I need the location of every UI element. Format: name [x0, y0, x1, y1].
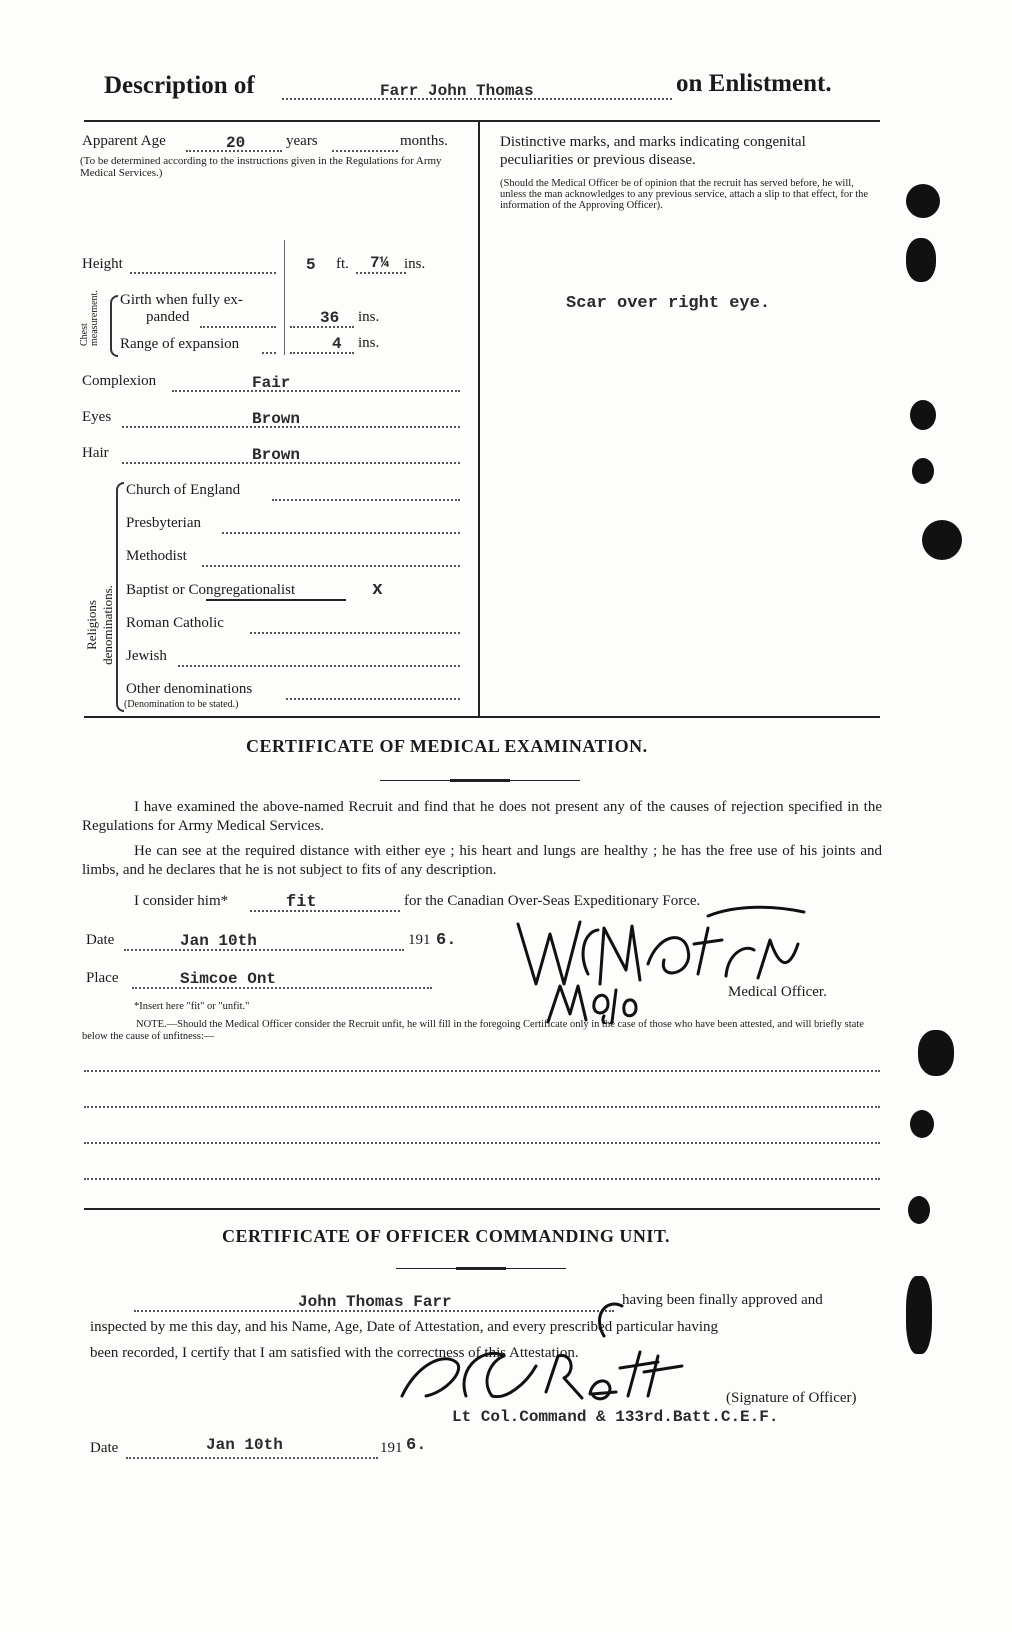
binder-hole [906, 184, 940, 218]
years-label: years [286, 133, 318, 149]
complexion-value: Fair [252, 374, 291, 392]
girth-label-2: panded [146, 309, 190, 325]
unfitness-line-3 [84, 1142, 880, 1144]
height-label: Height [82, 256, 123, 272]
religion-mark: x [372, 580, 383, 600]
commanding-year-label: 191 [380, 1440, 403, 1456]
medical-officer-label: Medical Officer. [728, 984, 827, 1000]
religion-dots-1 [222, 532, 460, 534]
medical-date-dots [124, 949, 404, 951]
months-dots [332, 150, 398, 152]
congregationalist-underline [206, 599, 346, 601]
medical-place-dots [132, 987, 432, 989]
medical-heading-rule-center [450, 779, 510, 782]
height-ins-dots [356, 272, 406, 274]
commanding-name-value: John Thomas Farr [298, 1293, 452, 1311]
consider-label: I consider him* [134, 893, 229, 909]
religion-roman-catholic: Roman Catholic [126, 615, 224, 631]
fit-dots [250, 910, 400, 912]
religion-dots-2 [202, 565, 460, 567]
complexion-label: Complexion [82, 373, 157, 389]
religion-methodist: Methodist [126, 548, 187, 564]
religion-dots-5 [178, 665, 460, 667]
eyes-value: Brown [252, 410, 301, 428]
girth-dots-left [200, 326, 276, 328]
girth-unit: ins. [358, 309, 380, 325]
commanding-date-dots [126, 1457, 378, 1459]
girth-label-1: Girth when fully ex- [120, 292, 243, 308]
medical-heading: CERTIFICATE OF MEDICAL EXAMINATION. [246, 736, 648, 756]
hair-label: Hair [82, 445, 109, 461]
commanding-date-label: Date [90, 1440, 119, 1456]
commanding-heading-rule-center [456, 1267, 506, 1270]
medical-officer-signature [508, 904, 808, 1024]
medical-officer-rank [1, 1, 2, 2]
measure-divider [284, 240, 285, 355]
medical-place-label: Place [86, 970, 119, 986]
height-ft-value: 5 [306, 256, 316, 274]
religion-jewish: Jewish [126, 648, 167, 664]
eyes-label: Eyes [82, 409, 112, 425]
medical-date-label: Date [86, 932, 115, 948]
range-dots [290, 352, 354, 354]
binder-hole [906, 1276, 932, 1354]
age-note: (To be determined according to the instructions given in the Regulations for Army Medical Services.) [80, 155, 442, 179]
medical-place-value: Simcoe Ont [180, 970, 277, 988]
form-title-right: on Enlistment. [676, 70, 832, 97]
commanding-text-a: having been finally approved and [622, 1292, 823, 1308]
girth-value: 36 [320, 309, 340, 327]
age-years-value: 20 [226, 134, 246, 152]
medical-date-value: Jan 10th [180, 932, 257, 950]
religions-label: Religions denominations. [84, 585, 115, 665]
ft-label: ft. [336, 256, 349, 272]
apparent-age-label: Apparent Age [82, 133, 166, 149]
range-unit: ins. [358, 335, 380, 351]
binder-hole [910, 1110, 934, 1138]
religion-dots-4 [250, 632, 460, 634]
marks-value: Scar over right eye. [566, 294, 771, 313]
commanding-text-b: inspected by me this day, and his Name, Age, Date of Attestation, and every prescribed particular having [90, 1319, 719, 1335]
medical-para-2: He can see at the required distance with either eye ; his heart and lungs are healthy ; he has the free use of his joints and limbs, and he declares that he is not subject to fits of any description. [82, 843, 882, 878]
range-dots-left [262, 352, 276, 354]
fit-value: fit [286, 893, 317, 912]
ins-label: ins. [404, 256, 426, 272]
chest-brace [110, 295, 118, 357]
commanding-text-c: been recorded, I certify that I am satisfied with the correctness of this Attestation. [90, 1345, 579, 1361]
unfitness-line-4 [84, 1178, 880, 1180]
religion-dots-0 [272, 499, 460, 501]
force-label: for the Canadian Over-Seas Expeditionary Force. [404, 893, 701, 909]
binder-hole [906, 238, 936, 282]
medical-year-value: 6. [436, 931, 457, 950]
binder-hole [922, 520, 962, 560]
height-ins-value: 7¼ [370, 254, 390, 272]
marks-note: (Should the Medical Officer be of opinion that the recruit has served before, he will, unless the man acknowledges to any previous service, attach a slip to that effect, for the information of the Approving Officer). [500, 178, 869, 211]
medical-bottom-rule [84, 1208, 880, 1210]
insert-note: *Insert here "fit" or "unfit." [134, 1001, 250, 1012]
binder-hole [908, 1196, 930, 1224]
religion-church-of-england: Church of England [126, 482, 241, 498]
commanding-year-value: 6. [406, 1436, 427, 1455]
range-label: Range of expansion [120, 336, 240, 352]
chest-measurement-label: Chest measurement. [79, 290, 100, 346]
denomination-note: (Denomination to be stated.) [124, 699, 239, 710]
section-bottom-rule [84, 716, 880, 718]
form-title-left: Description of [104, 72, 255, 99]
height-dots [130, 272, 276, 274]
command-value: Lt Col.Command & 133rd.Batt.C.E.F. [452, 1408, 779, 1426]
range-value: 4 [332, 335, 342, 353]
signature-of-officer-label: (Signature of Officer) [726, 1390, 857, 1406]
religion-other: Other denominations [126, 681, 253, 697]
religions-brace [116, 482, 124, 712]
religion-presbyterian: Presbyterian [126, 515, 201, 531]
medical-note: NOTE.—Should the Medical Officer consider the Recruit unfit, he will fill in the foregoing Certificate only in the case of those who have been attested, and will briefly state below the cause of unfitness:— [82, 1019, 864, 1042]
marks-heading: Distinctive marks, and marks indicating congenital peculiarities or previous disease. [500, 134, 806, 168]
binder-hole [912, 458, 934, 484]
medical-year-label: 191 [408, 932, 431, 948]
months-label: months. [400, 133, 448, 149]
religion-baptist-congregationalist: Baptist or Congregationalist [126, 582, 296, 598]
hair-value: Brown [252, 446, 301, 464]
complexion-dots [172, 390, 460, 392]
unfitness-line-2 [84, 1106, 880, 1108]
medical-para-1: I have examined the above-named Recruit and find that he does not present any of the causes of rejection specified in the Regulations for Army Medical Services. [82, 799, 882, 834]
religion-dots-6 [286, 698, 460, 700]
commanding-heading: CERTIFICATE OF OFFICER COMMANDING UNIT. [222, 1226, 671, 1246]
binder-hole [918, 1030, 954, 1076]
column-divider [478, 122, 480, 718]
binder-hole [910, 400, 936, 430]
commanding-officer-signature [396, 1296, 686, 1416]
unfitness-line-1 [84, 1070, 880, 1072]
commanding-date-value: Jan 10th [206, 1436, 283, 1454]
header-rule [84, 120, 880, 122]
recruit-name: Farr John Thomas [380, 82, 534, 100]
